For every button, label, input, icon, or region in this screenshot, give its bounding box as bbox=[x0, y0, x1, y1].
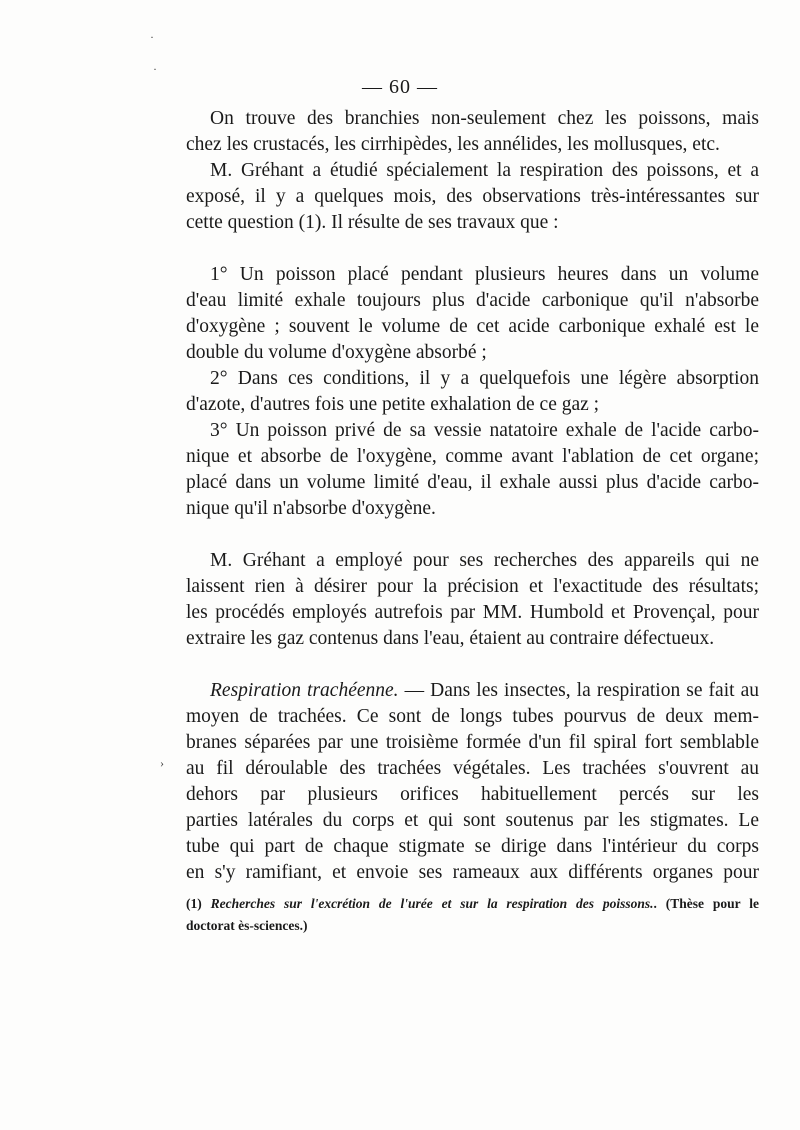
text-line: exposé, il y a quelques mois, des observations très-intéressantes sur bbox=[186, 186, 759, 207]
text-line: 3° Un poisson privé de sa vessie natatoire exhale de l'acide carbo- bbox=[210, 420, 759, 441]
scan-mark: · bbox=[153, 62, 157, 76]
text-line: tube qui part de chaque stigmate se dirige dans l'intérieur du corps bbox=[186, 836, 759, 857]
paragraph-gap bbox=[186, 236, 759, 262]
text-line bbox=[186, 678, 759, 704]
paragraph bbox=[186, 106, 759, 158]
footnote-line bbox=[186, 893, 759, 915]
paragraph-gap bbox=[186, 522, 759, 548]
text-line: laissent rien à désirer pour la précision et l'exactitude des résultats; bbox=[186, 576, 759, 597]
text-line: dehors par plusieurs orifices habituellement percés sur les bbox=[186, 784, 759, 805]
text-fragment: — Dans les insectes, la respiration se fait au bbox=[398, 680, 760, 701]
paragraph bbox=[186, 262, 759, 366]
text-line: 1° Un poisson placé pendant plusieurs heures dans un volume bbox=[210, 264, 759, 285]
text-line: les procédés employés autrefois par MM. Humbold et Provençal, pour bbox=[186, 602, 759, 623]
text-line: nique et absorbe de l'oxygène, comme avant l'ablation de cet organe; bbox=[186, 446, 759, 467]
text-line: en s'y ramifiant, et envoie ses rameaux aux différents organes pour bbox=[186, 862, 759, 883]
text-line: d'oxygène ; souvent le volume de cet acide carbonique exhalé est le bbox=[186, 316, 759, 337]
text-line: On trouve des branchies non-seulement chez les poissons, mais bbox=[210, 108, 759, 129]
paragraph-gap bbox=[186, 652, 759, 678]
footnote-text: . (Thèse pour le bbox=[653, 896, 759, 911]
scan-mark: › bbox=[160, 756, 164, 770]
text-line: cette question (1). Il résulte de ses travaux que : bbox=[186, 212, 559, 233]
text-line: placé dans un volume limité d'eau, il exhale aussi plus d'acide carbo- bbox=[186, 472, 759, 493]
footnote-marker: (1) bbox=[186, 896, 211, 911]
page-number: — 60 — bbox=[362, 76, 438, 98]
paragraph bbox=[186, 158, 759, 236]
text-line: nique qu'il n'absorbe d'oxygène. bbox=[186, 498, 436, 519]
text-line: moyen de trachées. Ce sont de longs tubes pourvus de deux mem- bbox=[186, 706, 759, 727]
footnote-title: Recherches sur l'excrétion de l'urée et sur la respiration des poissons. bbox=[210, 896, 654, 911]
section-heading: Respiration trachéenne. bbox=[210, 680, 399, 701]
paragraph bbox=[186, 678, 759, 886]
body-text bbox=[186, 106, 759, 886]
text-line: 2° Dans ces conditions, il y a quelquefois une légère absorption bbox=[210, 368, 759, 389]
text-line: M. Gréhant a étudié spécialement la respiration des poissons, et a bbox=[210, 160, 759, 181]
scan-mark: · bbox=[150, 30, 154, 44]
text-line: d'azote, d'autres fois une petite exhalation de ce gaz ; bbox=[186, 394, 600, 415]
text-line: d'eau limité exhale toujours plus d'acide carbonique qu'il n'absorbe bbox=[186, 290, 759, 311]
text-line: branes séparées par une troisième formée d'un fil spiral fort semblable bbox=[186, 732, 759, 753]
text-line: parties latérales du corps et qui sont soutenus par les stigmates. Le bbox=[186, 810, 759, 831]
text-line: chez les crustacés, les cirrhipèdes, les annélides, les mollusques, etc. bbox=[186, 134, 720, 155]
paragraph bbox=[186, 548, 759, 652]
text-line: extraire les gaz contenus dans l'eau, étaient au contraire défectueux. bbox=[186, 628, 715, 649]
footnote-line: doctorat ès-sciences.) bbox=[186, 918, 308, 933]
text-line: M. Gréhant a employé pour ses recherches des appareils qui ne bbox=[210, 550, 759, 571]
text-line: au fil déroulable des trachées végétales. Les trachées s'ouvrent au bbox=[186, 758, 759, 779]
footnote bbox=[186, 893, 759, 937]
paragraph bbox=[186, 418, 759, 522]
paragraph bbox=[186, 366, 759, 418]
text-line: double du volume d'oxygène absorbé ; bbox=[186, 342, 487, 363]
